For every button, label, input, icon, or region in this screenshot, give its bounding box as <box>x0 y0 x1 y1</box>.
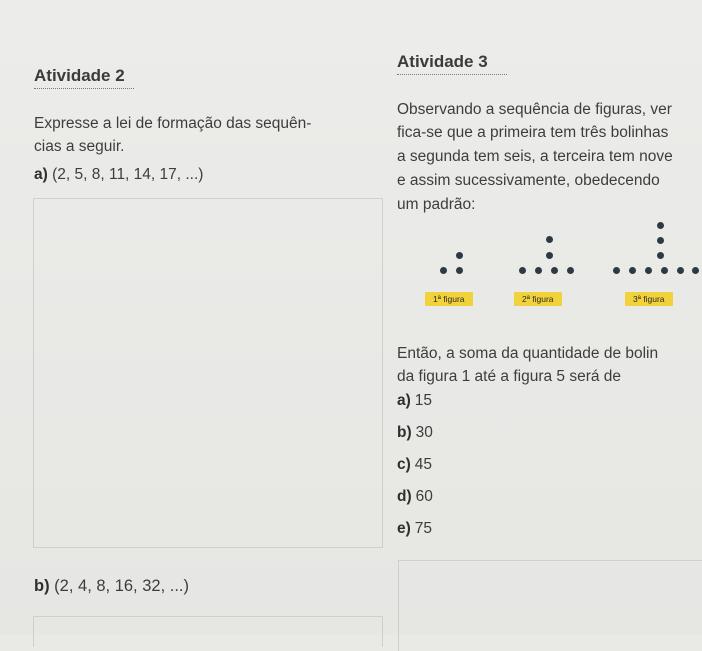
figure-3-dot <box>657 237 664 244</box>
figure-1-label: 1ª figura <box>425 292 473 306</box>
option-e-value: 75 <box>414 520 433 537</box>
item-b-letter: b) <box>34 577 50 595</box>
option-d[interactable] <box>397 488 433 506</box>
option-d-value: 60 <box>415 488 433 505</box>
atividade2-instruction-line1: Expresse a lei de formação das sequên- <box>34 115 312 132</box>
figure-3-dot <box>645 267 652 274</box>
figure-3-label: 3ª figura <box>625 292 673 306</box>
figure-3-dot <box>613 267 620 274</box>
option-b[interactable] <box>397 424 433 442</box>
option-c-value: 45 <box>414 456 433 473</box>
option-a[interactable] <box>397 392 432 410</box>
item-b-answer-box[interactable] <box>33 616 383 647</box>
atividade3-text-line2: fica-se que a primeira tem três bolinhas <box>397 124 669 141</box>
item-b-sequence: (2, 4, 8, 16, 32, ...) <box>54 577 189 595</box>
item-a-letter: a) <box>34 166 48 183</box>
option-a-value: 15 <box>414 392 433 409</box>
figure-2-dot <box>535 267 542 274</box>
figure-2-dot <box>546 236 553 243</box>
figure-2-label: 2ª figura <box>514 292 562 306</box>
atividade3-title: Atividade 3 <box>397 52 488 71</box>
figure-2-dot <box>567 267 574 274</box>
figure-3-dot <box>677 267 684 274</box>
atividade2-item-b <box>34 577 189 596</box>
figure-2-dot <box>551 267 558 274</box>
item-a-answer-box[interactable] <box>33 198 383 548</box>
option-a-letter: a) <box>397 392 411 409</box>
atividade2-item-a <box>34 166 203 184</box>
atividade3-question-line2: da figura 1 até a figura 5 será de <box>397 368 622 385</box>
atividade3-text-line3: a segunda tem seis, a terceira tem nove <box>397 148 673 165</box>
figure-1-dot <box>440 267 447 274</box>
atividade2-instruction-line2: cias a seguir. <box>34 138 125 155</box>
figure-2-dot <box>546 252 553 259</box>
item-a-sequence: (2, 5, 8, 11, 14, 17, ...) <box>52 166 204 183</box>
option-d-letter: d) <box>397 488 412 505</box>
figure-3-dot <box>657 252 664 259</box>
figure-3-dot <box>692 267 699 274</box>
figure-1-dot <box>456 252 463 259</box>
figure-2-dot <box>519 267 526 274</box>
option-c[interactable] <box>397 456 432 474</box>
atividade3-text-line4: e assim sucessivamente, obedecendo <box>397 172 660 189</box>
figure-3-dot <box>629 267 636 274</box>
atividade3-question-line1: Então, a soma da quantidade de bolin <box>397 345 659 362</box>
option-e-letter: e) <box>397 520 411 537</box>
atividade3-text-line5: um padrão: <box>397 196 476 213</box>
option-b-letter: b) <box>397 424 412 441</box>
option-c-letter: c) <box>397 456 411 473</box>
atividade3-title-underline <box>397 74 507 75</box>
atividade2-title: Atividade 2 <box>34 66 125 85</box>
option-b-value: 30 <box>415 424 433 441</box>
figure-1-dot <box>456 267 463 274</box>
option-e[interactable] <box>397 520 432 538</box>
atividade3-text-line1: Observando a sequência de figuras, ver <box>397 101 672 118</box>
figure-3-dot <box>661 267 668 274</box>
atividade2-title-underline <box>34 88 134 89</box>
figure-3-dot <box>657 222 664 229</box>
atividade3-answer-box[interactable] <box>398 560 702 651</box>
